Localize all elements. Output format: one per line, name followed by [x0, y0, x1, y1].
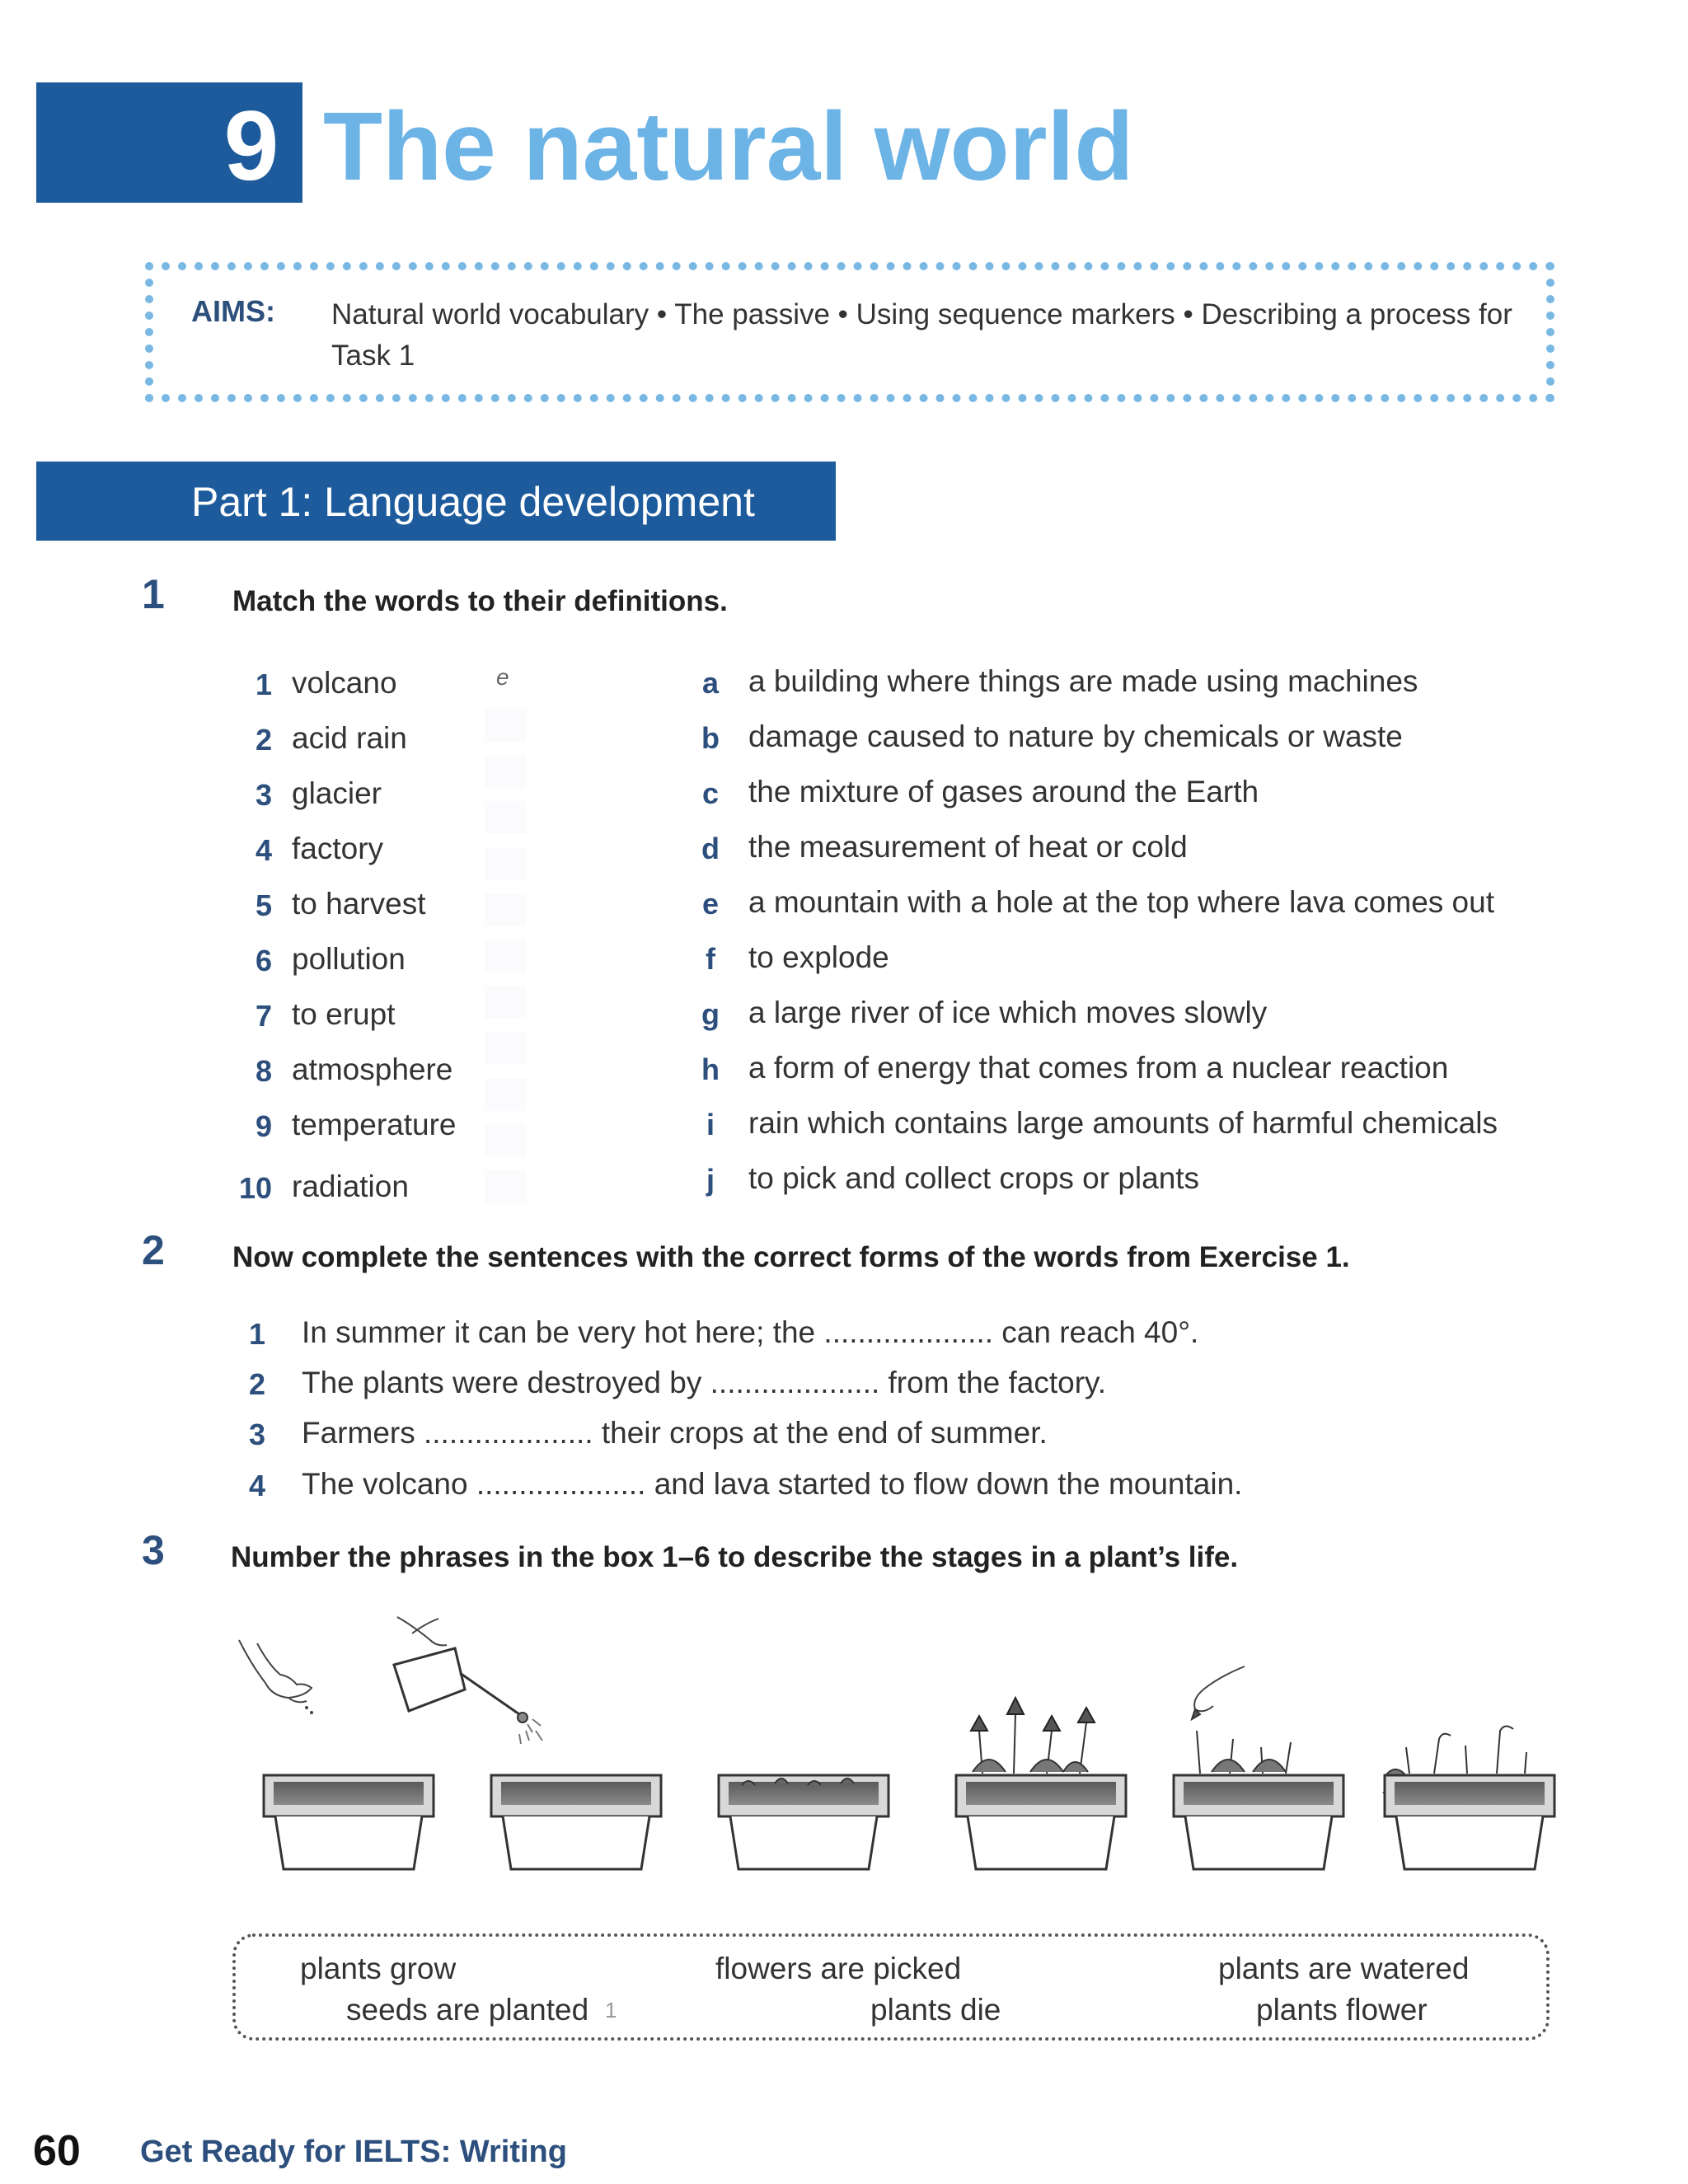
definition-text: a form of energy that comes from a nuclear reaction [748, 1051, 1449, 1085]
phrase-item: plants die [870, 1993, 1001, 2027]
sentence-number: 4 [249, 1469, 266, 1502]
sentence-text: Farmers .................... their crops at the end of summer. [302, 1416, 1048, 1450]
definition-letter: i [706, 1108, 715, 1141]
hand-sowing-seeds-icon [239, 1640, 313, 1714]
phrase-item: plants grow [300, 1952, 457, 1985]
word-number: 9 [255, 1109, 272, 1143]
definition-letter: c [701, 776, 720, 810]
definition-letter: a [701, 666, 720, 700]
chapter-number: 9 [223, 91, 279, 201]
aims-label: AIMS: [191, 294, 275, 328]
plant-stages-illustration [214, 1607, 1566, 1879]
phrase-item: plants flower [1256, 1993, 1428, 2027]
wilted-plants-pot-icon [1383, 1726, 1554, 1869]
definition-letter: f [706, 942, 715, 976]
sentence-text: The plants were destroyed by .................... from the factory. [302, 1366, 1107, 1399]
sentence-number: 3 [249, 1418, 266, 1451]
definition-text: damage caused to nature by chemicals or waste [748, 719, 1403, 753]
handwritten-answer: e [496, 664, 509, 690]
sentence-text: In summer it can be very hot here; the .................... can reach 40°. [302, 1315, 1199, 1349]
exercise-1-instruction: Match the words to their definitions. [232, 585, 728, 617]
word-number: 1 [255, 668, 272, 701]
word-item: pollution [292, 942, 406, 976]
word-item: temperature [292, 1108, 457, 1141]
word-number: 5 [255, 888, 272, 922]
word-number: 10 [238, 1171, 272, 1205]
part-title: Part 1: Language development [191, 479, 755, 525]
faint-strip [485, 709, 526, 1203]
definition-text: a building where things are made using machines [748, 664, 1418, 698]
word-item: volcano [292, 666, 397, 700]
definition-text: to explode [748, 940, 889, 974]
sentence-number: 1 [249, 1317, 266, 1351]
sentence-number: 2 [249, 1367, 266, 1401]
definition-text: a mountain with a hole at the top where lava comes out [748, 885, 1494, 919]
word-item: atmosphere [292, 1052, 453, 1086]
book-title: Get Ready for IELTS: Writing [140, 2135, 567, 2169]
definition-text: the measurement of heat or cold [748, 830, 1188, 864]
phrase-item: plants are watered [1218, 1952, 1470, 1985]
phrase-item: flowers are picked [715, 1952, 962, 1985]
pot-2-icon [491, 1775, 661, 1869]
word-number: 8 [255, 1054, 272, 1088]
chapter-title: The natural world [323, 92, 1134, 201]
exercise-3-number: 3 [142, 1527, 165, 1573]
word-number: 4 [255, 833, 272, 867]
definition-letter: h [701, 1052, 720, 1086]
seedling-pot-icon [719, 1775, 889, 1869]
definition-text: to pick and collect crops or plants [748, 1161, 1200, 1195]
word-item: to erupt [292, 997, 396, 1031]
flowering-pot-icon [956, 1698, 1126, 1869]
definition-text: a large river of ice which moves slowly [748, 996, 1268, 1029]
definition-letter: e [701, 887, 720, 921]
handwritten-mark: 1 [605, 1998, 617, 2022]
definition-letter: j [706, 1163, 715, 1197]
phrase-item: seeds are planted [346, 1993, 589, 2027]
hand-picking-flower-icon [1174, 1666, 1343, 1869]
word-number: 6 [255, 944, 272, 977]
exercise-2-instruction: Now complete the sentences with the correct forms of the words from Exercise 1. [232, 1241, 1350, 1273]
sentence-text: The volcano .................... and lava started to flow down the mountain. [302, 1467, 1243, 1501]
definition-letter: g [701, 997, 720, 1031]
word-item: factory [292, 832, 384, 865]
word-number: 3 [255, 778, 272, 812]
pot-1-icon [264, 1775, 434, 1869]
aims-text: Natural world vocabulary • The passive • Using sequence markers • Describing a process for Task 1 [331, 298, 1512, 372]
word-number: 7 [255, 999, 272, 1033]
definition-letter: d [701, 832, 720, 865]
word-number: 2 [255, 723, 272, 757]
definition-text: the mixture of gases around the Earth [748, 775, 1259, 808]
word-item: glacier [292, 776, 382, 810]
definition-text: rain which contains large amounts of harmful chemicals [748, 1106, 1498, 1140]
exercise-2-number: 2 [142, 1227, 165, 1273]
exercise-1-number: 1 [142, 571, 165, 617]
word-item: acid rain [292, 721, 407, 755]
exercise-3-instruction: Number the phrases in the box 1–6 to describe the stages in a plant’s life. [231, 1541, 1239, 1573]
definition-letter: b [701, 721, 720, 755]
page-number: 60 [33, 2127, 81, 2175]
word-item: to harvest [292, 887, 426, 921]
word-item: radiation [292, 1169, 409, 1203]
watering-can-icon [394, 1617, 542, 1744]
